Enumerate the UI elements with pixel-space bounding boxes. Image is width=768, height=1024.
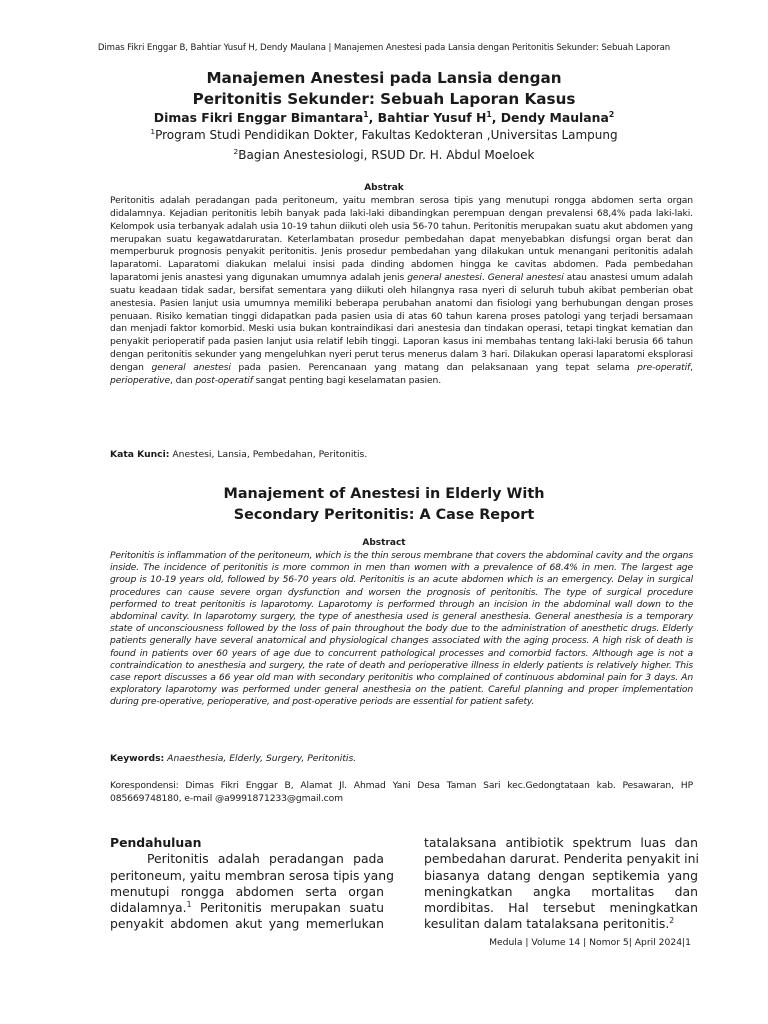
intro-right-line: meningkatkan angka mortalitas dan: [424, 883, 698, 899]
keywords: [110, 753, 693, 764]
abstrak-text: Peritonitis adalah peradangan pada peritoneum, yaitu membran serosa tipis yang menutupi rongga abdomen serta organ didalamnya. Kejadian peritonitis lebih banyak pada laki-laki dibandingkan perempuan dengan prevalensi 68,4% pada laki-laki. Kelompok usia terbanyak adalah usia 10-19 tahun diikuti oleh usia 56-70 tahun. Peritonitis merupakan suatu akut abdomen yang merupakan suatu kegawatdaruratan. Keterlambatan prosedur pembedahan dapat menyebabkan disfungsi organ berat dan memperburuk prognosis penyakit peritonitis. Jenis prosedur pembedahan yang dilakukan untuk menangani peritonitis adalah laparatomi. Laparatomi diakukan melalui insisi pada dinding abdomen hingga ke cavitas abdomen. Pada pembedahan laparatomi jenis anastesi yang digunakan umumnya adalah jenis: [110, 195, 693, 284]
affiliation-2-marker: 2: [233, 147, 239, 156]
citation-1: 1: [186, 900, 192, 910]
intro-left-line: [110, 900, 384, 916]
abstrak-text: , dan: [170, 374, 196, 386]
section-heading-pendahuluan: Pendahuluan: [110, 835, 202, 850]
intro-text-fragment: kesulitan dalam tatalaksana peritonitis.: [424, 916, 670, 932]
abstrak-body: [110, 195, 693, 388]
abstract-body: Peritonitis is inflammation of the peritoneum, which is the thin serous membrane that covers the abdominal cavity and the organs inside. The incidence of peritonitis is more common in men than women with a prevalence of 68.4% in men. The largest age group is 10-19 years old, followed by 56-70 years old. Peritonitis is an acute abdomen which is an emergency. Delay in surgical procedures can cause severe organ dysfunction and worsen the prognosis of peritonitis. The type of surgical procedure performed to treat peritonitis is laparotomy. Laparotomy is performed through an incision in the abdominal wall down to the abdominal cavity. In laparotomy surgery, the type of anesthesia used is general anesthesia. General anesthesia is a temporary state of unconsciousness followed by the loss of pain throughout the body due to the administration of anesthetic drugs. Elderly patients generally have several anatomical and physiological changes associated with the aging process. A high risk of death is found in patients over 60 years of age due to concurrent pathological processes and comorbid factors. Although age is not a contraindication to anesthesia and surgery, the rate of death and perioperative illness in elderly patients is relatively higher. This case report discusses a 66 year old man with secondary peritonitis who complained of continuous abdominal pain for 3 days. An exploratory laparotomy was performed under general anesthesia on the patient. Careful planning and proper implementation during pre-operative, perioperative, and post-operative periods are essential for patient safety.: [110, 550, 693, 708]
abstrak-text: sangat penting bagi keselamatan pasien.: [252, 374, 442, 386]
intro-right-column: [424, 835, 698, 933]
page-footer: Medula | Volume 14 | Nomor 5| April 2024|1: [489, 937, 691, 948]
abstrak-text: ,: [690, 361, 693, 373]
abstrak-italic-term: post-operatif: [195, 374, 253, 386]
abstrak-text: .: [481, 272, 488, 284]
abstrak-italic-term: general anestesi: [151, 361, 231, 373]
abstrak-text: pada pasien. Perencanaan yang matang dan pelaksanaan yang tepat selama: [230, 361, 638, 373]
intro-left-line: Peritonitis adalah peradangan pada: [147, 851, 384, 867]
author-1: Dimas Fikri Enggar Bimantara: [153, 110, 364, 125]
intro-left-line: peritoneum, yaitu membran serosa tipis yang: [110, 867, 394, 883]
author-3-affiliation: 2: [608, 109, 615, 119]
title-id-line-1: Manajemen Anestesi pada Lansia dengan: [206, 69, 562, 87]
keywords-label: Keywords:: [110, 753, 165, 764]
author-separator: ,: [368, 110, 378, 125]
affiliation-2-text: Bagian Anestesiologi, RSUD Dr. H. Abdul Moeloek: [238, 148, 535, 162]
intro-right-line: pembedahan darurat. Penderita penyakit ini: [424, 851, 699, 867]
keywords-text: Anaesthesia, Elderly, Surgery, Peritonitis.: [164, 753, 357, 764]
intro-left-line: menutupi rongga abdomen serta organ: [110, 883, 384, 899]
author-2: Bahtiar Yusuf H: [377, 110, 487, 125]
author-1-affiliation: 1: [363, 109, 369, 119]
kata-kunci-label: Kata Kunci:: [110, 449, 170, 460]
abstrak-italic-term: general anestesi: [407, 272, 482, 284]
intro-right-line: mordibitas. Hal tersebut meningkatkan: [424, 900, 698, 916]
running-header: Dimas Fikri Enggar B, Bahtiar Yusuf H, Dendy Maulana | Manajemen Anestesi pada Lansia dengan Peritonitis Sekunder: Sebuah Laporan: [97, 43, 671, 53]
affiliation-1-text: Program Studi Pendidikan Dokter, Fakultas Kedokteran ,Universitas Lampung: [155, 128, 618, 142]
author-3: Dendy Maulana: [500, 110, 609, 125]
intro-right-line: biasanya datang dengan septikemia yang: [424, 867, 698, 883]
title-en-line-2: Secondary Peritonitis: A Case Report: [233, 507, 535, 523]
article-title-english: [0, 484, 768, 526]
intro-text-fragment: didalamnya.: [110, 900, 187, 916]
author-separator: ,: [491, 110, 501, 125]
kata-kunci-text: Anestesi, Lansia, Pembedahan, Peritonitis.: [169, 449, 368, 460]
kata-kunci: [110, 449, 693, 460]
title-id-line-2: Peritonitis Sekunder: Sebuah Laporan Kasus: [192, 90, 576, 108]
abstrak-italic-term: perioperative: [110, 374, 171, 386]
intro-left-line: penyakit abdomen akut yang memerlukan: [110, 916, 384, 932]
intro-text-fragment: Peritonitis merupakan suatu: [191, 900, 384, 916]
affiliation-2: [0, 147, 768, 163]
affiliation-1: [0, 127, 768, 143]
abstract-heading: Abstract: [362, 538, 406, 548]
author-list: [0, 110, 768, 126]
author-2-affiliation: 1: [486, 109, 492, 119]
title-en-line-1: Manajement of Anestesi in Elderly With: [223, 486, 545, 502]
intro-right-line: tatalaksana antibiotik spektrum luas dan: [424, 835, 698, 850]
correspondence: Korespondensi: Dimas Fikri Enggar B, Alamat Jl. Ahmad Yani Desa Taman Sari kec.Gedongtataan kab. Pesawaran, HP 085669748180, e-mail @a9991871233@gmail.com: [110, 780, 693, 804]
abstrak-text: atau anastesi umum adalah suatu keadaan tidak sadar, bersifat sementara yang diikuti oleh hilangnya rasa nyeri di seluruh tubuh akibat pemberian obat anestesia. Pasien lanjut usia umumnya memiliki beberapa perubahan anatomi dan fisiologi yang berhubungan dengan proses penuaan. Risiko kematian tinggi didapatkan pada pasien usia di atas 60 tahun karena proses patologi yang terjadi bersamaan dan menjadi faktor komorbid. Meski usia bukan kontraindikasi dari anestesia dan tindakan operasi, tetapi tingkat kematian dan penyakit perioperatif pada pasien lanjut usia relatif lebih tinggi. Laporan kasus ini membahas tentang laki-laki berusia 66 tahun dengan peritonitis sekunder yang mengeluhkan nyeri perut terus menerus dalam 3 hari. Dilakukan operasi laparatomi eksplorasi dengan: [110, 272, 693, 373]
citation-2: 2: [669, 916, 675, 926]
abstrak-heading: Abstrak: [364, 183, 404, 193]
abstrak-italic-term: pre-operatif: [637, 361, 691, 373]
intro-left-column: [110, 835, 394, 933]
intro-right-line: [424, 916, 698, 932]
abstrak-italic-term: General anestesi: [487, 272, 564, 284]
affiliation-1-marker: 1: [150, 127, 156, 136]
article-title-indonesian: [0, 68, 768, 110]
